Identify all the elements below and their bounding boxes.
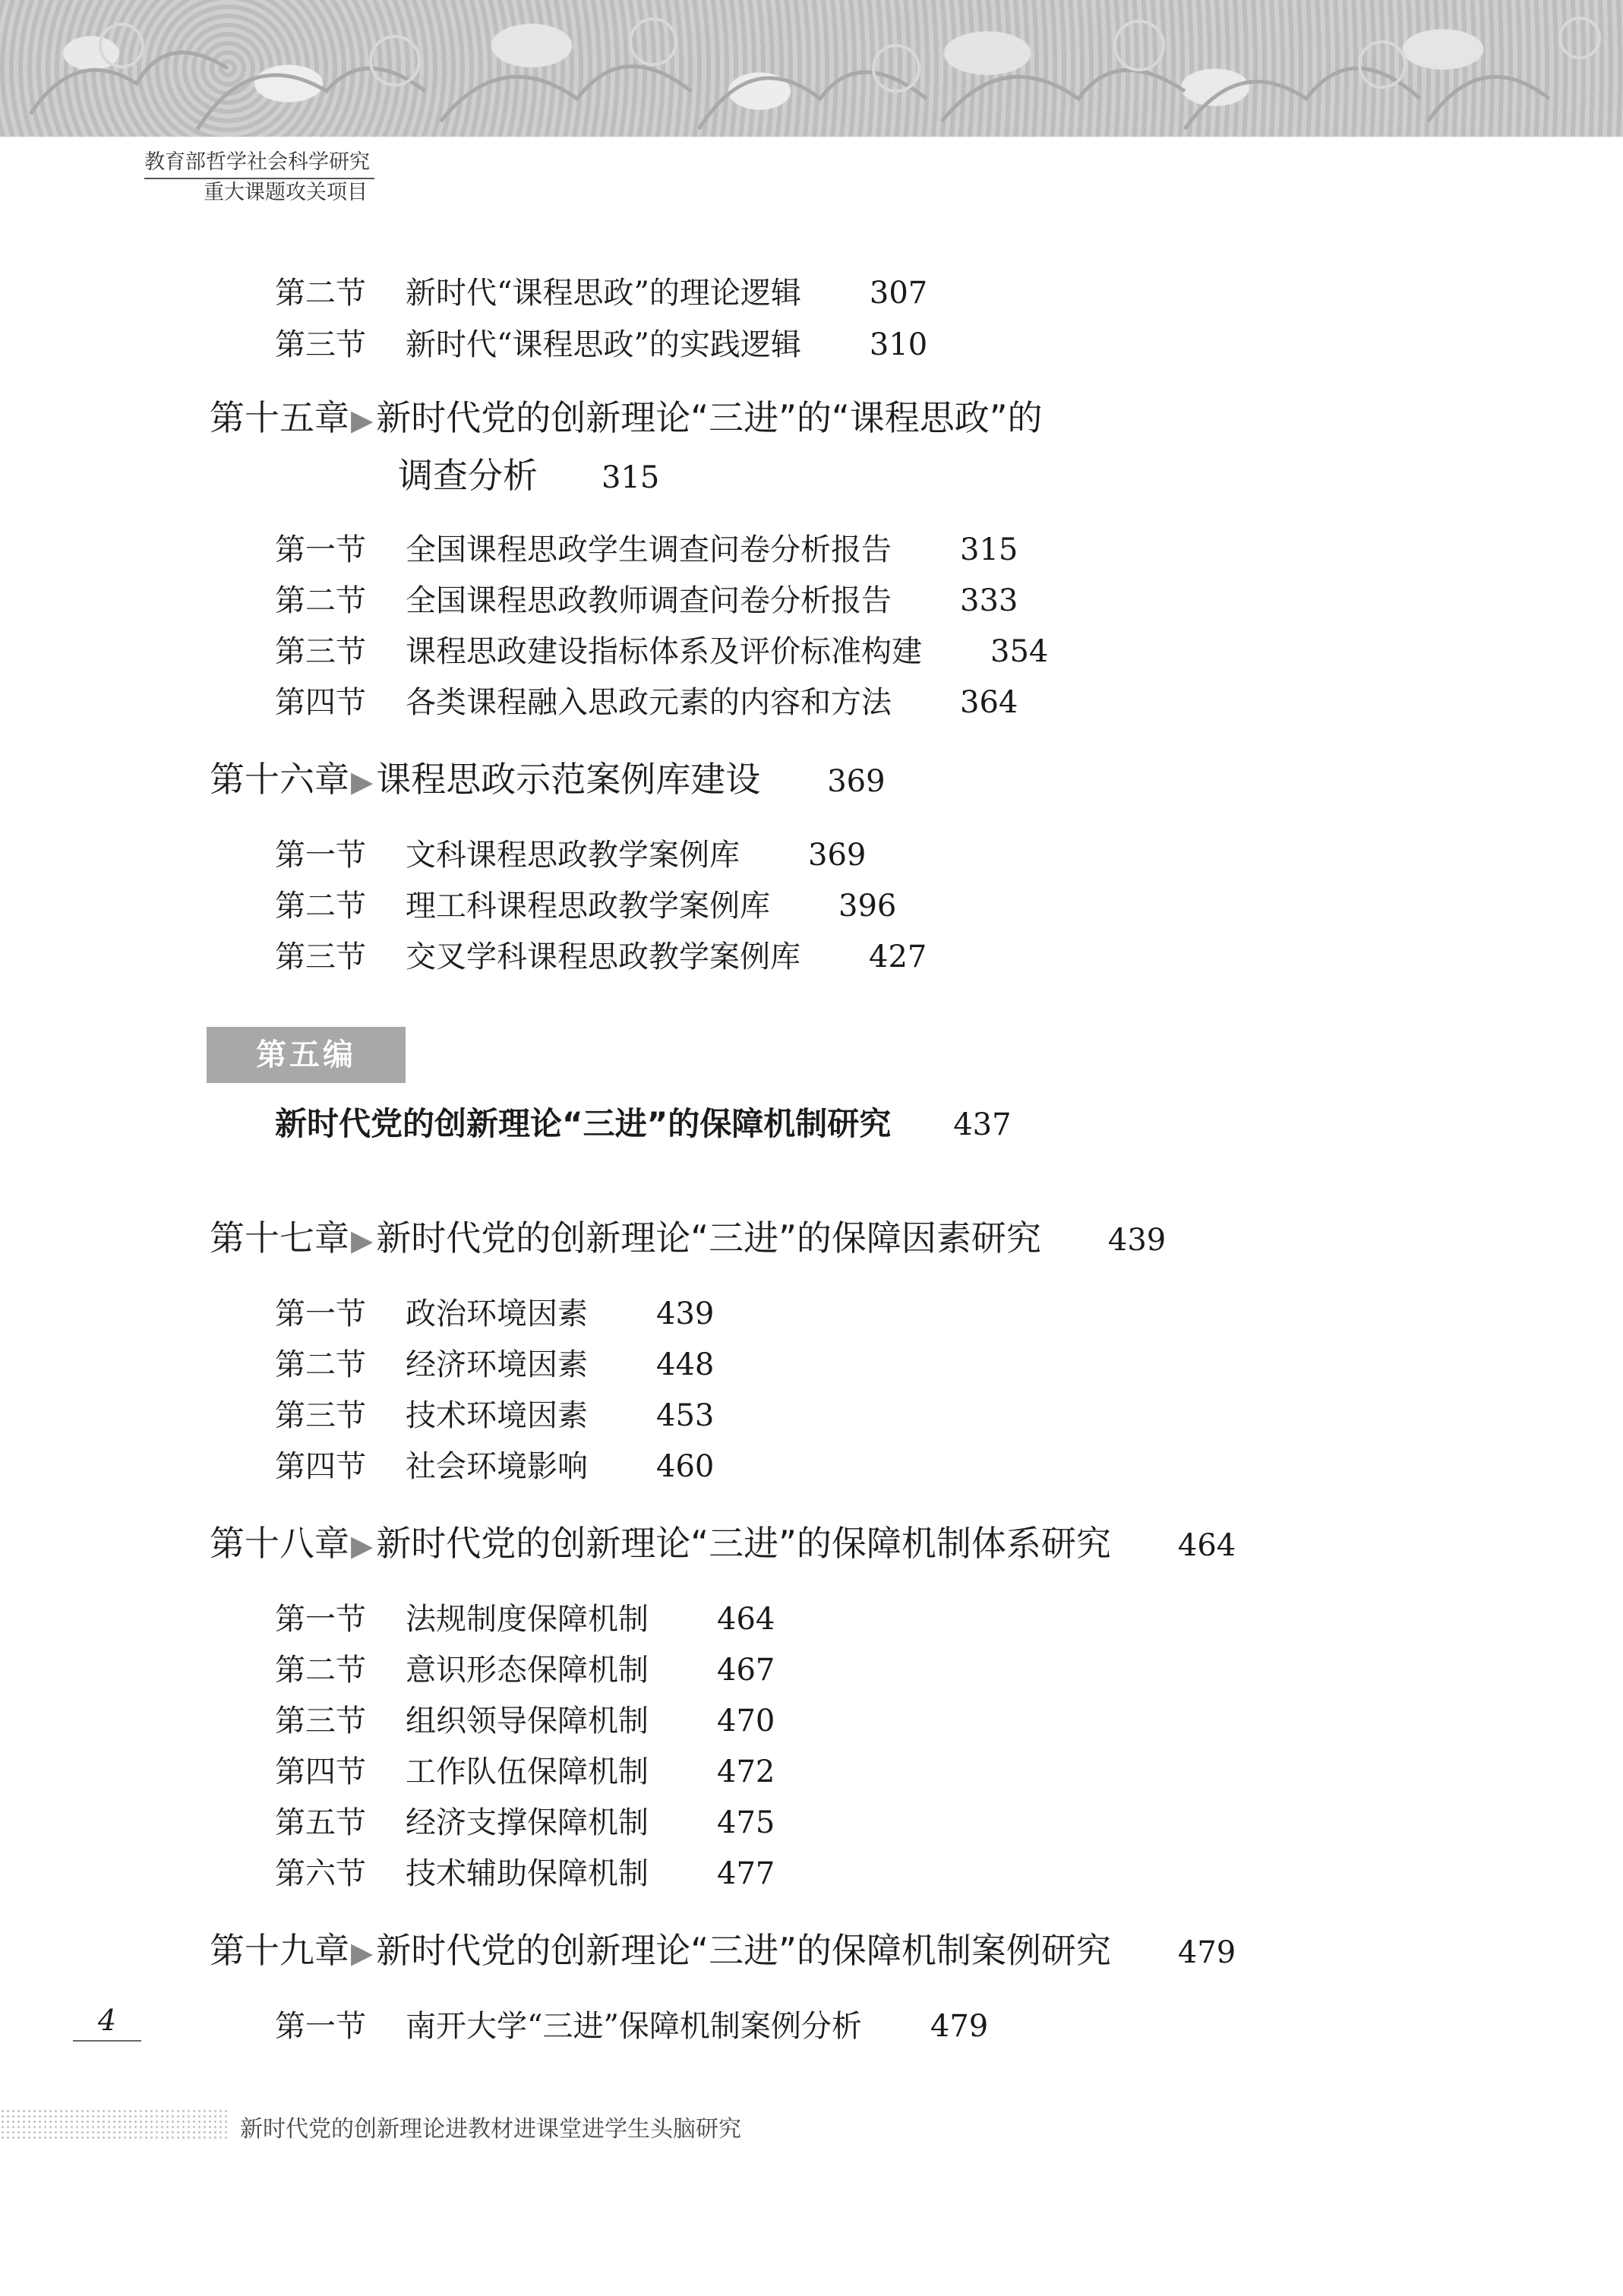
section-title: 各类课程融入思政元素的内容和方法 [406, 685, 892, 720]
section-label: 第一节 [275, 2009, 366, 2044]
page-ref: 439 [656, 1296, 715, 1331]
toc-section-entry[interactable] [275, 1752, 775, 1792]
toc-section-entry[interactable] [275, 1345, 714, 1385]
page-ref: 369 [808, 838, 867, 873]
toc-part-entry[interactable] [275, 1101, 1012, 1148]
toc-section-entry[interactable] [275, 1701, 775, 1741]
section-title: 交叉学科课程思政教学案例库 [406, 940, 800, 974]
page-ref: 364 [960, 685, 1018, 720]
section-label: 第二节 [275, 276, 366, 311]
section-label: 第一节 [275, 532, 366, 567]
page-ref: 453 [656, 1398, 715, 1433]
section-title: 经济支撑保障机制 [406, 1805, 649, 1840]
chapter-title: 新时代党的创新理论“三进”的“课程思政”的 [376, 397, 1043, 438]
series-line-1: 教育部哲学社会科学研究 [144, 149, 374, 179]
toc-section-entry[interactable] [275, 273, 927, 313]
chapter-title-cont: 调查分析 [398, 455, 538, 496]
page-ref: 464 [1177, 1528, 1236, 1563]
page-ref: 354 [990, 634, 1049, 669]
section-title: 全国课程思政学生调查问卷分析报告 [406, 532, 892, 567]
toc-section-entry[interactable] [275, 325, 927, 365]
toc-chapter-entry-cont[interactable] [398, 453, 659, 501]
toc-section-entry[interactable] [275, 1854, 775, 1893]
page-ref: 315 [960, 532, 1018, 567]
section-label: 第二节 [275, 1653, 366, 1688]
page-ref: 470 [717, 1704, 775, 1739]
chapter-title: 课程思政示范案例库建设 [376, 759, 761, 800]
section-title: 新时代“课程思政”的理论逻辑 [406, 276, 801, 311]
triangle-arrow-icon: ▶ [351, 1529, 374, 1562]
section-label: 第四节 [275, 685, 366, 720]
toc-section-entry[interactable] [275, 632, 1048, 671]
page-ref: 437 [953, 1107, 1012, 1142]
toc-section-entry[interactable] [275, 2007, 988, 2046]
page-ref: 475 [717, 1805, 775, 1840]
toc-section-entry[interactable] [275, 1600, 775, 1639]
chapter-label: 第十八章 [210, 1523, 349, 1564]
series-header [144, 149, 374, 207]
footer-dot-pattern [0, 2108, 228, 2139]
section-label: 第一节 [275, 1602, 366, 1637]
chapter-label: 第十五章 [210, 397, 349, 438]
section-label: 第三节 [275, 940, 366, 974]
part-title: 新时代党的创新理论“三进”的保障机制研究 [275, 1105, 892, 1142]
toc-section-entry[interactable] [275, 835, 866, 875]
chapter-label: 第十七章 [210, 1217, 349, 1259]
chapter-label: 第十六章 [210, 759, 349, 800]
section-label: 第一节 [275, 1296, 366, 1331]
section-title: 社会环境影响 [406, 1449, 588, 1484]
section-title: 理工科课程思政教学案例库 [406, 889, 770, 924]
toc-chapter-entry[interactable] [210, 1521, 1236, 1568]
section-label: 第一节 [275, 838, 366, 873]
page-ref: 439 [1107, 1223, 1167, 1258]
section-title: 技术环境因素 [406, 1398, 588, 1433]
section-title: 全国课程思政教师调查问卷分析报告 [406, 583, 892, 618]
chapter-title: 新时代党的创新理论“三进”的保障机制体系研究 [376, 1523, 1111, 1564]
toc-section-entry[interactable] [275, 530, 1018, 570]
page-ref: 310 [869, 327, 928, 362]
cloud-pattern-icon [0, 0, 1623, 137]
page-number: 4 [73, 2004, 141, 2042]
section-title: 组织领导保障机制 [406, 1704, 649, 1739]
page-ref: 479 [930, 2009, 989, 2044]
page-ref: 472 [717, 1754, 775, 1789]
section-label: 第五节 [275, 1805, 366, 1840]
section-label: 第三节 [275, 1398, 366, 1433]
section-title: 技术辅助保障机制 [406, 1856, 649, 1891]
page-ref: 369 [827, 764, 886, 799]
chapter-title: 新时代党的创新理论“三进”的保障机制案例研究 [376, 1930, 1111, 1971]
section-label: 第三节 [275, 634, 366, 669]
section-label: 第六节 [275, 1856, 366, 1891]
toc-chapter-entry[interactable] [210, 1215, 1166, 1263]
toc-section-entry[interactable] [275, 1396, 714, 1435]
header-cloud-banner [0, 0, 1623, 137]
section-title: 政治环境因素 [406, 1296, 588, 1331]
toc-section-entry[interactable] [275, 1447, 714, 1486]
section-label: 第二节 [275, 1347, 366, 1382]
page-ref: 396 [838, 889, 897, 924]
section-title: 南开大学“三进”保障机制案例分析 [406, 2009, 862, 2044]
page-ref: 448 [656, 1347, 715, 1382]
toc-section-entry[interactable] [275, 1803, 775, 1843]
page-ref: 333 [960, 583, 1018, 618]
section-title: 课程思政建设指标体系及评价标准构建 [406, 634, 922, 669]
part-tag: 第五编 [207, 1027, 406, 1083]
toc-chapter-entry[interactable] [210, 395, 1043, 443]
triangle-arrow-icon: ▶ [351, 1936, 374, 1969]
section-title: 新时代“课程思政”的实践逻辑 [406, 327, 801, 362]
toc-section-entry[interactable] [275, 1294, 714, 1334]
page-ref: 467 [717, 1653, 775, 1688]
page-ref: 479 [1177, 1935, 1236, 1970]
section-label: 第二节 [275, 583, 366, 618]
toc-section-entry[interactable] [275, 683, 1018, 722]
section-label: 第四节 [275, 1754, 366, 1789]
toc-section-entry[interactable] [275, 581, 1018, 621]
page-ref: 315 [602, 460, 660, 495]
section-label: 第二节 [275, 889, 366, 924]
page-ref: 427 [869, 940, 927, 974]
section-title: 意识形态保障机制 [406, 1653, 649, 1688]
section-title: 经济环境因素 [406, 1347, 588, 1382]
toc-section-entry[interactable] [275, 937, 927, 977]
toc-chapter-entry[interactable] [210, 1928, 1236, 1975]
section-label: 第三节 [275, 1704, 366, 1739]
triangle-arrow-icon: ▶ [351, 1224, 374, 1257]
page-ref: 460 [656, 1449, 715, 1484]
toc-section-entry[interactable] [275, 1650, 775, 1690]
page-ref: 307 [869, 276, 928, 311]
page-ref: 477 [717, 1856, 775, 1891]
triangle-arrow-icon: ▶ [351, 403, 374, 437]
toc-section-entry[interactable] [275, 886, 896, 926]
triangle-arrow-icon: ▶ [351, 765, 374, 798]
series-line-2: 重大课题攻关项目 [204, 181, 368, 204]
section-label: 第四节 [275, 1449, 366, 1484]
section-label: 第三节 [275, 327, 366, 362]
section-title: 工作队伍保障机制 [406, 1754, 649, 1789]
section-title: 文科课程思政教学案例库 [406, 838, 740, 873]
section-title: 法规制度保障机制 [406, 1602, 649, 1637]
chapter-label: 第十九章 [210, 1930, 349, 1971]
chapter-title: 新时代党的创新理论“三进”的保障因素研究 [376, 1217, 1041, 1259]
toc-chapter-entry[interactable] [210, 756, 886, 804]
footer-book-title: 新时代党的创新理论进教材进课堂进学生头脑研究 [240, 2116, 741, 2143]
page-ref: 464 [717, 1602, 775, 1637]
